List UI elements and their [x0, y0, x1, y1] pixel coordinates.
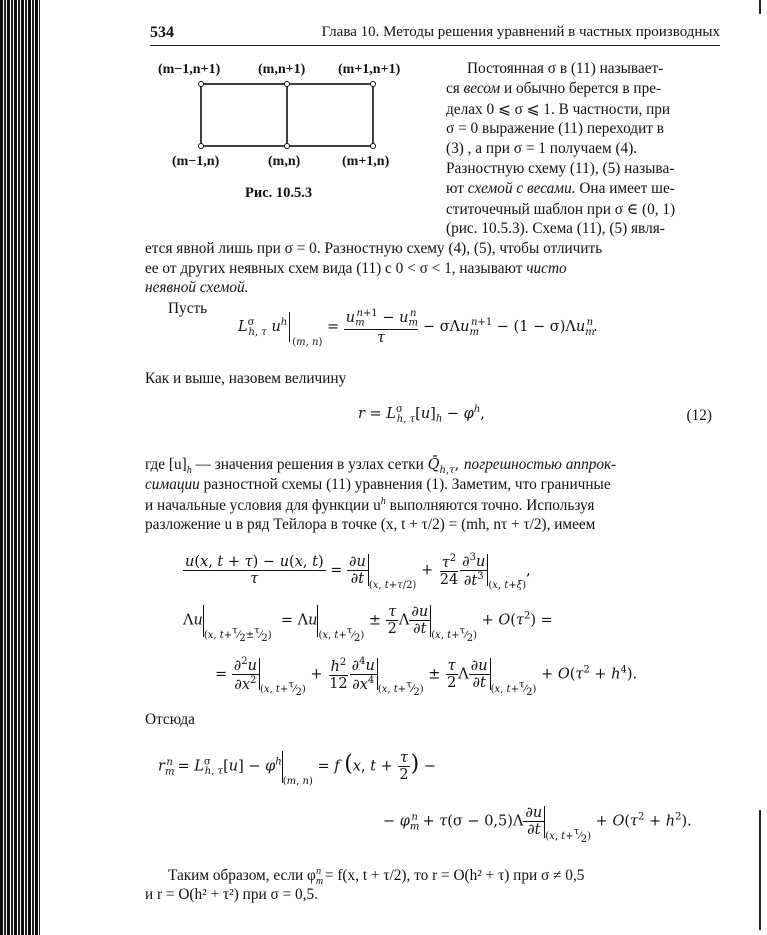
node-top-right: [371, 82, 376, 87]
fig-label-bottom-center: (m,n): [268, 154, 301, 169]
figure-caption: Рис. 10.5.3: [245, 185, 313, 201]
text-line: делах 0 ⩽ σ ⩽ 1. В частности, при: [446, 101, 671, 118]
running-title: Глава 10. Методы решения уравнений в частных производных: [321, 24, 720, 40]
node-top-left: [199, 82, 204, 87]
equation-operator: $L^\sigma_{h, \tau}$ $u^h_{(m, n)}$ = $\frac{u_m^{n+1} - u_m^n}{\tau}$ − $\sigma\Lambda u_m^{n+1} - (1 - \sigma)\Lambda u_m^n$.: [238, 308, 598, 348]
text-line: и начальные условия для функции $u^h$ выполняются точно. Используя: [145, 496, 595, 515]
fig-label-top-left: (m−1,n+1): [158, 62, 221, 77]
text-line: ся весом и обычно берется в пре-: [446, 80, 662, 97]
text-line: Как и выше, назовем величину: [145, 370, 347, 387]
equation-taylor-3: = $\frac{\partial^2u}{\partial x^2}$ $_{(x, t+^\tau⁄_2)}$ + $\frac{h^2}{12}$ $\frac{\partial^4u}{\partial x^4}$ $_{(x, t+^\tau⁄_2)}$ ± $\frac{\tau}{2}$ Λ $\frac{\partial u}{\partial t}$ $_{(x, t+^\tau⁄_2)} + O(\tau^2 + h^4)$.: [215, 656, 638, 699]
text-line: Отсюда: [145, 711, 195, 728]
fig-label-bottom-right: (m+1,n): [342, 154, 390, 169]
fig-label-top-right: (m+1,n+1): [338, 62, 401, 77]
right-edge-mark-top: [759, 0, 761, 14]
fig-label-bottom-left: (m−1,n): [172, 154, 220, 169]
fig-label-top-center: (m,n+1): [258, 62, 306, 77]
text-line: и r = O(h² + τ²) при σ = 0,5.: [145, 886, 318, 903]
equation-residual-2: − $\varphi_m^n + \tau(\sigma - 0,5)\Lambda$ $\frac{\partial u}{\partial t}$ $_{(x, t+^\tau⁄_2)} + O(\tau^2 + h^2)$.: [383, 805, 692, 846]
equation-residual-1: $r_m^n = L^\sigma_{h, \tau}[u] - \varphi^h_{(m, n)} = f$ (x, t + $\frac{\tau}{2}$ ) −: [158, 750, 436, 788]
text-line: разложение u в ряд Тейлора в точке (x, t + τ/2) = (mh, nτ + τ/2), имеем: [145, 516, 596, 533]
text-line: ется явной лишь при σ = 0. Разностную схему (4), (5), чтобы отличить: [145, 240, 603, 257]
node-bottom-right: [371, 144, 376, 149]
text-line: ют схемой с весами. Она имеет ше-: [446, 180, 675, 197]
text-line: симации разностной схемы (11) уравнения (1). Заметим, что граничные: [145, 476, 611, 493]
equation-12: $r = L^\sigma_{h, \tau}[u]_h - \varphi^h$,: [358, 404, 485, 425]
equation-number: (12): [686, 407, 712, 424]
text-line: Пусть: [168, 300, 208, 317]
text-line: ее от других неявных схем вида (11) с 0 < σ < 1, называют чисто: [145, 260, 567, 277]
page-header: [150, 24, 720, 46]
text-line: где $[u]_h$ — значения решения в узлах сетки $Q̄_{h,\tau}$, погрешностью аппрок-: [145, 456, 617, 477]
text-line: Разностную схему (11), (5) называ-: [446, 160, 675, 177]
text-line: (3) , а при σ = 1 получаем (4).: [446, 140, 638, 157]
text-line: ститочечный шаблон при σ ∈ (0, 1): [446, 201, 676, 218]
equation-taylor-1: $\frac{u(x, t + \tau) - u(x, t)}{\tau}$ = $\frac{\partial u}{\partial t}$ $_{(x, t+\tau/2)}$ + $\frac{\tau^2}{24}$ $\frac{\partial^3u}{\partial t^3}$ $_{(x, t+\xi)}$,: [185, 552, 531, 592]
node-bottom-center: [285, 144, 290, 149]
text-line: Постоянная σ в (11) называет-: [467, 60, 664, 77]
book-binding-edge: [0, 0, 40, 935]
text-line: σ = 0 выражение (11) переходит в: [446, 120, 665, 137]
text-line: (рис. 10.5.3). Схема (11), (5) явля-: [446, 220, 665, 237]
node-top-center: [285, 82, 290, 87]
text-line: Таким образом, если $\varphi_m^n = f(x$, t + τ/2), то r = O(h² + τ) при σ ≠ 0,5: [168, 866, 585, 888]
right-edge-mark-bottom: [759, 810, 761, 930]
stencil-grid: [195, 80, 385, 152]
node-bottom-left: [199, 144, 204, 149]
page-number: 534: [150, 24, 174, 41]
equation-taylor-2: $\Lambda u_{(x, t+^\tau⁄_2\pm^\tau⁄_2)} = \Lambda u_{(x, t+^\tau⁄_2)}$ ± $\frac{\tau}{2}$ Λ $\frac{\partial u}{\partial t}$ $_{(x, t+^\tau⁄_2)} + O(\tau^2)$ =: [183, 604, 553, 645]
text-line: неявной схемой.: [145, 279, 249, 296]
